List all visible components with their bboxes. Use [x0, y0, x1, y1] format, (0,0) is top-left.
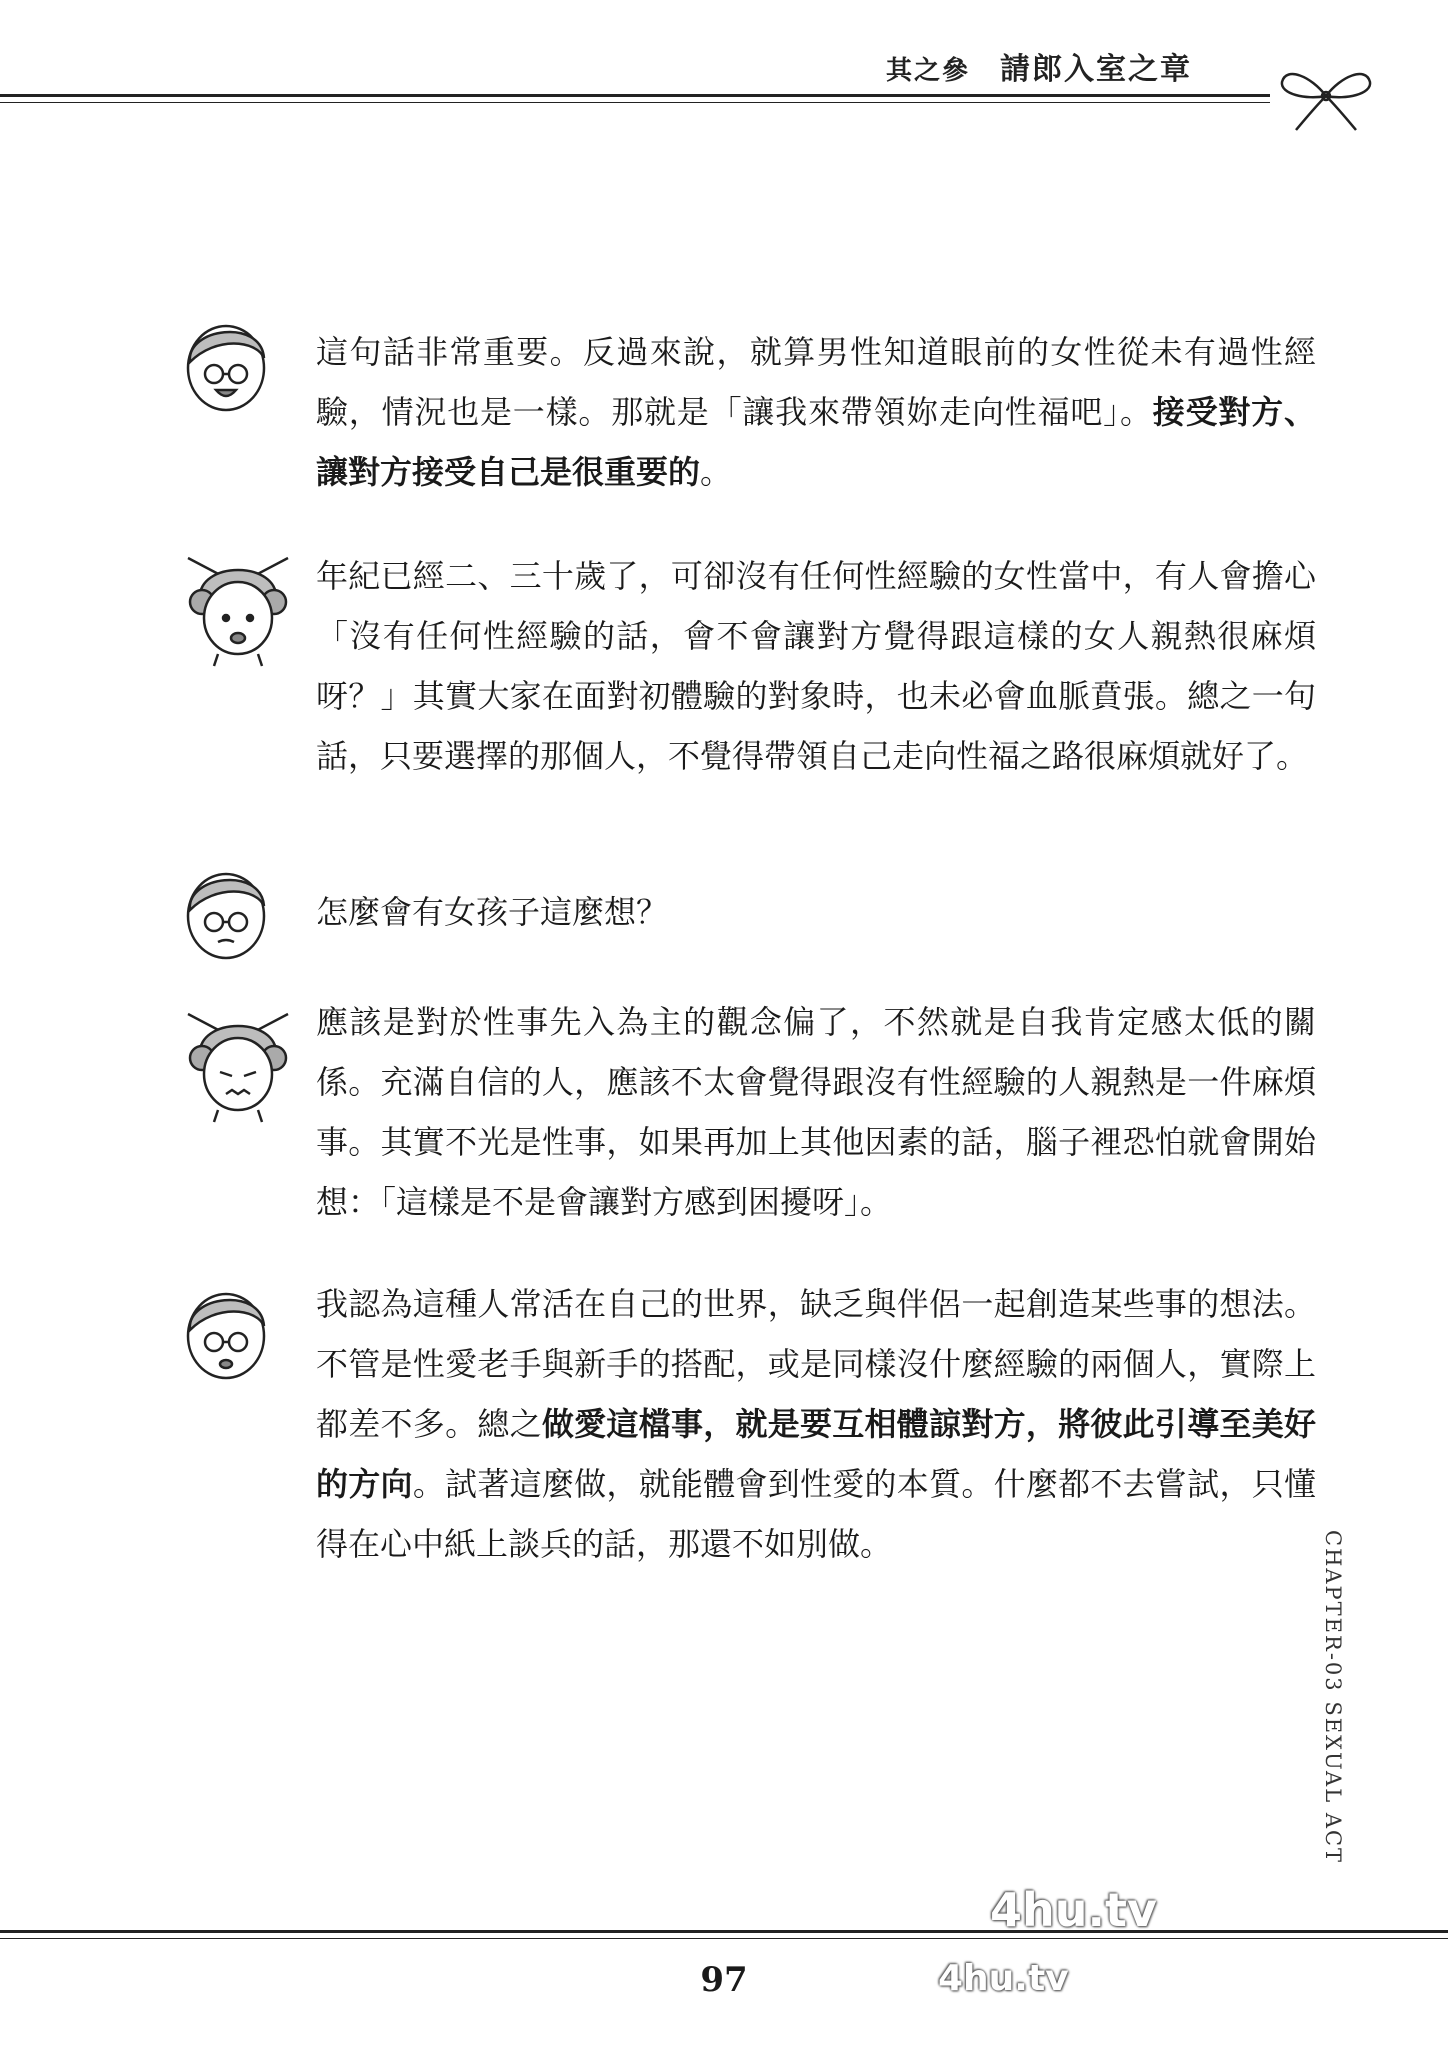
- header-rule-thin: [0, 102, 1270, 103]
- paragraph-1: [316, 322, 1316, 502]
- para4-text: 應該是對於性事先入為主的觀念偏了，不然就是自我肯定感太低的關係。充滿自信的人，應該不太會覺得跟沒有性經驗的人親熱是一件麻煩事。其實不光是性事，如果再加上其他因素的話，腦子裡恐怕就會開始想：「這樣是不是會讓對方感到困擾呀」。: [316, 1003, 1316, 1221]
- para1-bold: 接受對方、讓對方接受自己是很重要的: [316, 393, 1316, 491]
- man-avatar-icon: [176, 310, 276, 420]
- para1-end: 。: [700, 453, 733, 491]
- watermark: 4hu.tv: [938, 1958, 1069, 1999]
- footer-rule-thick: [0, 1930, 1448, 1933]
- running-header: [886, 44, 1192, 88]
- paragraph-4: [316, 992, 1316, 1232]
- woman-avatar-icon: [178, 996, 298, 1126]
- ribbon-bow-icon: [1276, 56, 1376, 136]
- para5-bold: 做愛這檔事，就是要互相體諒對方，將彼此引導至美好的方向: [316, 1405, 1316, 1503]
- para3-text: 怎麼會有女孩子這麼想？: [316, 893, 669, 931]
- watermark: 4hu.tv: [990, 1883, 1157, 1937]
- paragraph-5: [316, 1274, 1316, 1574]
- header-rule-thick: [0, 94, 1270, 97]
- para5-end: 。試著這麼做，就能體會到性愛的本質。什麼都不去嘗試，只懂得在心中紙上談兵的話，那還不如別做。: [316, 1465, 1316, 1563]
- para1-text: 這句話非常重要。反過來說，就算男性知道眼前的女性從未有過性經驗，情況也是一樣。那就是「讓我來帶領妳走向性福吧」。: [316, 333, 1316, 431]
- woman-avatar-icon: [178, 540, 298, 670]
- chapter-side-label: CHAPTER-03 SEXUAL ACT: [1321, 1530, 1345, 1865]
- footer-rule-thin: [0, 1938, 1448, 1939]
- chapter-title: 請郎入室之章: [1000, 52, 1193, 87]
- page-number: 97: [700, 1960, 748, 2000]
- man-avatar-icon: [176, 858, 276, 968]
- paragraph-3: [316, 882, 1316, 942]
- man-avatar-icon: [176, 1278, 276, 1388]
- para2-text: 年紀已經二、三十歲了，可卻沒有任何性經驗的女性當中，有人會擔心「沒有任何性經驗的話，會不會讓對方覺得跟這樣的女人親熱很麻煩呀？」其實大家在面對初體驗的對象時，也未必會血脈賁張。總之一句話，只要選擇的那個人，不覺得帶領自己走向性福之路很麻煩就好了。: [316, 557, 1316, 775]
- chapter-label: 其之參: [886, 56, 971, 86]
- paragraph-2: [316, 546, 1316, 786]
- para5-text: 我認為這種人常活在自己的世界，缺乏與伴侶一起創造某些事的想法。不管是性愛老手與新手的搭配，或是同樣沒什麼經驗的兩個人，實際上都差不多。總之: [316, 1285, 1316, 1443]
